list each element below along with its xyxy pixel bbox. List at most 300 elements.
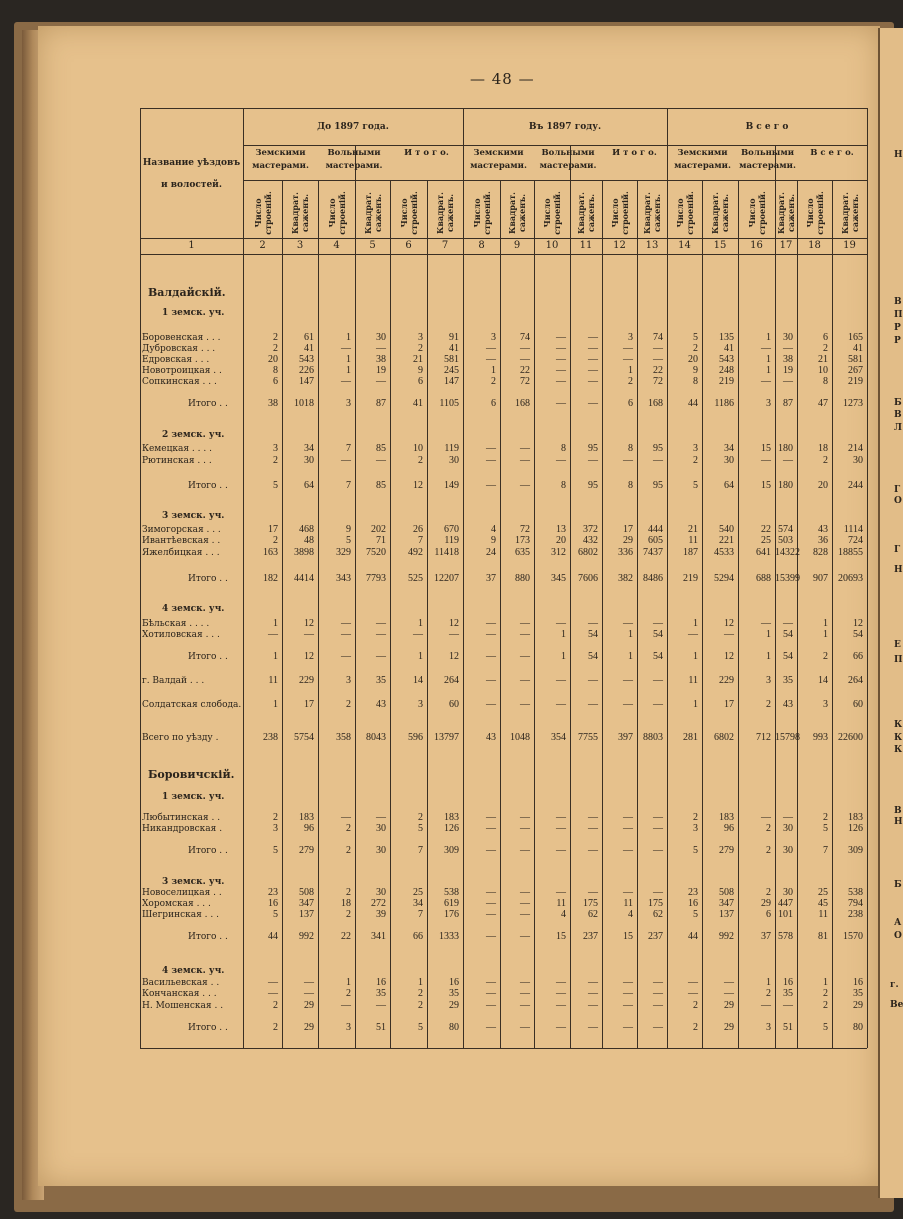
- table-cell: —: [486, 699, 496, 710]
- table-cell: 543: [719, 354, 734, 365]
- table-cell: 14: [818, 675, 828, 686]
- table-cell: —: [449, 629, 459, 640]
- table-cell: 267: [848, 365, 863, 376]
- table-cell: —: [486, 823, 496, 834]
- table-cell: 508: [719, 887, 734, 898]
- table-cell: —: [304, 629, 314, 640]
- table-cell: —: [653, 354, 663, 365]
- table-cell: 41: [449, 343, 459, 354]
- table-cell: 137: [299, 909, 314, 920]
- table-cell: 272: [371, 898, 386, 909]
- table-cell: 7437: [643, 547, 663, 558]
- table-cell: 880: [515, 573, 530, 584]
- table-cell: 9: [491, 535, 496, 546]
- table-cell: —: [520, 823, 530, 834]
- adjacent-page-char: К: [894, 733, 903, 743]
- table-cell: 5: [693, 480, 698, 491]
- table-cell: 175: [583, 898, 598, 909]
- table-cell: —: [724, 629, 734, 640]
- table-cell: 11: [623, 898, 633, 909]
- subgroup-header: мастерами.: [325, 161, 383, 171]
- table-cell: 175: [648, 898, 663, 909]
- table-cell: —: [588, 823, 598, 834]
- row-label: Хоромская . . .: [142, 899, 211, 909]
- subgroup-header: Земскими: [255, 148, 306, 158]
- adjacent-page-char: В: [894, 410, 902, 420]
- table-cell: 30: [783, 823, 793, 834]
- name-column-header-line-1: Название уѣздовъ: [142, 158, 241, 168]
- table-cell: —: [486, 977, 496, 988]
- table-cell: 619: [444, 898, 459, 909]
- table-cell: 2: [346, 988, 351, 999]
- adjacent-page-char: г.: [890, 980, 899, 990]
- table-cell: 35: [449, 988, 459, 999]
- adjacent-page-char: К: [894, 745, 903, 755]
- column-number: 17: [779, 240, 793, 251]
- adjacent-page-char: Г: [894, 485, 901, 495]
- table-cell: 168: [648, 398, 663, 409]
- row-label: Н. Мошенская . .: [142, 1001, 224, 1011]
- table-cell: 245: [444, 365, 459, 376]
- table-cell: 432: [583, 535, 598, 546]
- table-cell: 44: [688, 398, 698, 409]
- table-cell: 2: [823, 812, 828, 823]
- row-label: Бѣльская . . . .: [142, 619, 210, 629]
- table-cell: —: [520, 812, 530, 823]
- table-cell: 2: [273, 812, 278, 823]
- table-cell: 85: [376, 443, 386, 454]
- table-cell: 80: [853, 1022, 863, 1033]
- table-cell: 54: [783, 651, 793, 662]
- group-rule: [243, 145, 867, 146]
- table-cell: 187: [683, 547, 698, 558]
- subtotal-label: Итого . .: [188, 481, 228, 491]
- table-cell: —: [783, 618, 793, 629]
- adjacent-page-char: Г: [894, 545, 901, 555]
- table-cell: —: [486, 812, 496, 823]
- table-cell: 468: [299, 524, 314, 535]
- table-cell: 41: [724, 343, 734, 354]
- table-cell: 80: [449, 1022, 459, 1033]
- table-cell: —: [413, 629, 423, 640]
- table-cell: —: [486, 343, 496, 354]
- table-cell: 29: [304, 1022, 314, 1033]
- table-cell: 641: [756, 547, 771, 558]
- table-cell: 6: [491, 398, 496, 409]
- table-cell: —: [556, 365, 566, 376]
- table-cell: 43: [486, 732, 496, 743]
- table-cell: 183: [719, 812, 734, 823]
- table-cell: 16: [449, 977, 459, 988]
- table-cell: —: [268, 629, 278, 640]
- table-cell: 1: [628, 365, 633, 376]
- table-cell: 24: [486, 547, 496, 558]
- table-cell: —: [761, 1000, 771, 1011]
- table-cell: 1: [823, 977, 828, 988]
- adjacent-page-char: Н: [894, 817, 903, 827]
- table-cell: —: [341, 629, 351, 640]
- table-cell: 5: [823, 1022, 828, 1033]
- table-cell: 5: [418, 823, 423, 834]
- table-cell: 95: [588, 480, 598, 491]
- table-cell: —: [341, 376, 351, 387]
- subgroup-header: мастерами.: [470, 161, 527, 171]
- row-label: Новоселицкая . .: [142, 888, 222, 898]
- table-cell: 1: [418, 977, 423, 988]
- table-cell: 3: [346, 1022, 351, 1033]
- table-cell: 264: [848, 675, 863, 686]
- table-cell: —: [520, 931, 530, 942]
- table-cell: —: [588, 332, 598, 343]
- table-cell: 41: [304, 343, 314, 354]
- table-cell: 16: [853, 977, 863, 988]
- table-cell: 62: [588, 909, 598, 920]
- table-cell: 5: [273, 909, 278, 920]
- table-cell: 35: [853, 988, 863, 999]
- table-cell: —: [520, 455, 530, 466]
- table-cell: 54: [588, 629, 598, 640]
- table-cell: 358: [336, 732, 351, 743]
- table-cell: 2: [823, 1000, 828, 1011]
- table-cell: —: [486, 651, 496, 662]
- table-cell: —: [623, 618, 633, 629]
- table-cell: 214: [848, 443, 863, 454]
- table-cell: 1: [823, 629, 828, 640]
- table-cell: 18: [818, 443, 828, 454]
- table-cell: —: [486, 354, 496, 365]
- table-cell: 37: [761, 931, 771, 942]
- table-cell: 7: [418, 535, 423, 546]
- table-cell: 1: [418, 651, 423, 662]
- table-cell: 345: [551, 573, 566, 584]
- table-cell: 22600: [838, 732, 863, 743]
- table-cell: 1: [693, 618, 698, 629]
- table-cell: 11: [556, 898, 566, 909]
- table-cell: 3: [766, 398, 771, 409]
- table-cell: 7: [418, 909, 423, 920]
- table-cell: 61: [304, 332, 314, 343]
- table-cell: 1: [346, 365, 351, 376]
- table-cell: 64: [724, 480, 734, 491]
- table-cell: 343: [336, 573, 351, 584]
- table-cell: 8: [628, 480, 633, 491]
- table-cell: 3: [346, 675, 351, 686]
- table-cell: 30: [304, 455, 314, 466]
- table-cell: —: [376, 343, 386, 354]
- table-cell: 8: [561, 443, 566, 454]
- table-cell: 19: [376, 365, 386, 376]
- table-cell: 41: [413, 398, 423, 409]
- column-header: Число строеній.: [398, 191, 419, 235]
- table-cell: 183: [444, 812, 459, 823]
- table-cell: 96: [724, 823, 734, 834]
- table-cell: 1: [346, 354, 351, 365]
- table-cell: 309: [848, 845, 863, 856]
- table-cell: 165: [848, 332, 863, 343]
- row-label: Сопкинская . . .: [142, 377, 217, 387]
- table-cell: —: [520, 675, 530, 686]
- table-cell: 173: [515, 535, 530, 546]
- table-cell: 43: [783, 699, 793, 710]
- table-cell: —: [588, 988, 598, 999]
- table-cell: —: [556, 1000, 566, 1011]
- table-cell: —: [688, 977, 698, 988]
- table-cell: —: [376, 651, 386, 662]
- row-label: Любытинская . .: [142, 813, 221, 823]
- table-cell: —: [486, 988, 496, 999]
- table-cell: 16: [688, 898, 698, 909]
- table-cell: 6: [823, 332, 828, 343]
- adjacent-page-char: В: [894, 806, 902, 816]
- table-cell: —: [623, 977, 633, 988]
- subtotal-label: Итого . .: [188, 652, 228, 662]
- table-cell: 2: [766, 887, 771, 898]
- table-cell: 21: [688, 524, 698, 535]
- table-cell: 17: [304, 699, 314, 710]
- table-cell: 147: [299, 376, 314, 387]
- statistics-table: [140, 108, 867, 1048]
- table-cell: 540: [719, 524, 734, 535]
- table-cell: —: [556, 376, 566, 387]
- table-cell: 25: [818, 887, 828, 898]
- adjacent-page-char: О: [894, 496, 902, 506]
- table-cell: 596: [408, 732, 423, 743]
- table-cell: 11: [688, 535, 698, 546]
- column-number: 7: [441, 240, 449, 251]
- table-cell: 54: [653, 629, 663, 640]
- uchastok-heading: 1 земск. уч.: [162, 308, 225, 318]
- table-cell: —: [761, 618, 771, 629]
- column-header: Число строеній.: [804, 191, 825, 235]
- table-cell: —: [588, 1000, 598, 1011]
- table-cell: 11: [818, 909, 828, 920]
- table-cell: 176: [444, 909, 459, 920]
- table-cell: 1273: [843, 398, 863, 409]
- table-cell: 6802: [714, 732, 734, 743]
- column-header: Квадрат. саженъ.: [776, 192, 796, 234]
- table-cell: 15: [623, 931, 633, 942]
- table-cell: —: [653, 699, 663, 710]
- table-cell: 1114: [843, 524, 863, 535]
- table-cell: 1: [561, 629, 566, 640]
- table-cell: 354: [551, 732, 566, 743]
- subgroup-header: Вольными: [740, 148, 795, 158]
- table-cell: 3: [418, 332, 423, 343]
- table-cell: —: [520, 629, 530, 640]
- table-cell: 2: [823, 988, 828, 999]
- table-cell: 3898: [294, 547, 314, 558]
- table-cell: —: [783, 343, 793, 354]
- table-cell: —: [653, 988, 663, 999]
- table-cell: 1: [693, 699, 698, 710]
- table-cell: 279: [299, 845, 314, 856]
- row-label: Боровенская . . .: [142, 333, 221, 343]
- column-header: Число строеній.: [542, 191, 562, 235]
- table-cell: —: [376, 1000, 386, 1011]
- table-cell: 29: [304, 1000, 314, 1011]
- table-cell: 38: [376, 354, 386, 365]
- table-cell: 5: [418, 1022, 423, 1033]
- table-cell: 1: [273, 618, 278, 629]
- table-cell: 372: [583, 524, 598, 535]
- table-cell: 1: [273, 651, 278, 662]
- subtotal-label: Итого . .: [188, 846, 228, 856]
- table-cell: —: [623, 812, 633, 823]
- row-label: Кончанская . . .: [142, 989, 217, 999]
- table-cell: —: [623, 675, 633, 686]
- table-cell: 15: [761, 443, 771, 454]
- table-cell: 329: [336, 547, 351, 558]
- column-header: Число строеній.: [471, 191, 492, 235]
- column-number: 19: [843, 240, 856, 251]
- table-cell: 18: [341, 898, 351, 909]
- table-cell: 5: [823, 823, 828, 834]
- table-cell: —: [556, 1022, 566, 1033]
- table-cell: —: [588, 365, 598, 376]
- table-cell: —: [623, 887, 633, 898]
- table-cell: —: [376, 812, 386, 823]
- table-cell: —: [341, 343, 351, 354]
- table-cell: 37: [486, 573, 496, 584]
- table-cell: —: [341, 651, 351, 662]
- uchastok-heading: 2 земск. уч.: [162, 430, 225, 440]
- adjacent-page-char: Л: [894, 423, 902, 433]
- table-cell: 10: [413, 443, 423, 454]
- table-cell: —: [653, 823, 663, 834]
- table-cell: 30: [724, 455, 734, 466]
- table-cell: 54: [588, 651, 598, 662]
- table-cell: —: [520, 988, 530, 999]
- adjacent-page-char: П: [894, 310, 903, 320]
- table-cell: 279: [719, 845, 734, 856]
- table-cell: 1: [693, 651, 698, 662]
- table-cell: 25: [761, 535, 771, 546]
- table-cell: 14322: [775, 547, 800, 558]
- row-label: Новотроицкая . .: [142, 366, 222, 376]
- table-cell: 237: [583, 931, 598, 942]
- adjacent-page-char: Н: [894, 565, 903, 575]
- table-cell: 30: [376, 823, 386, 834]
- table-cell: 7755: [578, 732, 598, 743]
- table-cell: —: [486, 618, 496, 629]
- table-cell: 312: [551, 547, 566, 558]
- table-cell: —: [520, 343, 530, 354]
- table-cell: —: [556, 455, 566, 466]
- table-cell: 1: [766, 977, 771, 988]
- table-cell: —: [653, 845, 663, 856]
- column-header: Квадрат. саженъ.: [576, 192, 596, 234]
- table-cell: 1048: [510, 732, 530, 743]
- table-cell: 5: [693, 845, 698, 856]
- table-cell: 5: [693, 332, 698, 343]
- table-cell: 23: [688, 887, 698, 898]
- table-cell: 11: [268, 675, 278, 686]
- table-cell: —: [520, 845, 530, 856]
- table-cell: 15798: [775, 732, 800, 743]
- table-cell: 1: [491, 365, 496, 376]
- table-cell: 95: [653, 480, 663, 491]
- table-cell: —: [783, 1000, 793, 1011]
- table-cell: 15: [761, 480, 771, 491]
- column-header: Квадрат. саженъ.: [362, 192, 383, 234]
- table-cell: 492: [408, 547, 423, 558]
- table-cell: —: [761, 455, 771, 466]
- table-cell: 183: [299, 812, 314, 823]
- column-number: 1: [188, 240, 195, 251]
- adjacent-page-char: Н: [894, 150, 903, 160]
- table-cell: 29: [853, 1000, 863, 1011]
- table-cell: 3: [766, 1022, 771, 1033]
- table-cell: —: [520, 977, 530, 988]
- table-cell: 30: [853, 455, 863, 466]
- table-cell: 2: [346, 845, 351, 856]
- table-cell: —: [486, 845, 496, 856]
- adjacent-page-char: Б: [894, 398, 902, 408]
- row-label: Яжелбицкая . . .: [142, 548, 220, 558]
- table-cell: 16: [268, 898, 278, 909]
- group-header: До 1897 года.: [317, 122, 389, 132]
- table-cell: 1: [766, 332, 771, 343]
- table-cell: 30: [783, 887, 793, 898]
- table-cell: 147: [444, 376, 459, 387]
- table-cell: —: [623, 343, 633, 354]
- table-cell: 4533: [714, 547, 734, 558]
- table-cell: 38: [783, 354, 793, 365]
- table-cell: 2: [273, 535, 278, 546]
- table-cell: 22: [761, 524, 771, 535]
- table-cell: —: [588, 343, 598, 354]
- table-cell: 8: [693, 376, 698, 387]
- table-cell: 13: [556, 524, 566, 535]
- table-cell: 34: [724, 443, 734, 454]
- table-cell: 2: [273, 1022, 278, 1033]
- table-cell: 992: [299, 931, 314, 942]
- table-cell: —: [623, 354, 633, 365]
- table-cell: 62: [653, 909, 663, 920]
- table-cell: —: [588, 618, 598, 629]
- column-number: 9: [513, 240, 521, 251]
- table-cell: 1: [418, 618, 423, 629]
- table-cell: —: [520, 699, 530, 710]
- table-cell: 9: [346, 524, 351, 535]
- table-cell: 2: [823, 343, 828, 354]
- subgroup-header: Земскими: [677, 148, 728, 158]
- table-cell: 126: [444, 823, 459, 834]
- table-cell: 25: [413, 887, 423, 898]
- table-cell: —: [623, 1022, 633, 1033]
- table-cell: 712: [756, 732, 771, 743]
- table-cell: 2: [766, 845, 771, 856]
- uchastok-heading: 4 земск. уч.: [162, 604, 225, 614]
- table-cell: 13797: [434, 732, 459, 743]
- table-cell: 91: [449, 332, 459, 343]
- table-cell: 2: [273, 1000, 278, 1011]
- subgroup-header: мастерами.: [252, 161, 309, 171]
- table-cell: 202: [371, 524, 386, 535]
- row-label: Кемецкая . . . .: [142, 444, 212, 454]
- table-cell: 34: [304, 443, 314, 454]
- column-header: Число строеній.: [252, 191, 273, 235]
- table-cell: 26: [413, 524, 423, 535]
- table-cell: 35: [376, 988, 386, 999]
- table-cell: 12207: [434, 573, 459, 584]
- adjacent-page-char: Р: [894, 336, 901, 346]
- subgroup-header: И т о г о.: [612, 148, 657, 158]
- table-cell: 538: [848, 887, 863, 898]
- adjacent-page-char: К: [894, 720, 903, 730]
- table-cell: 3: [693, 443, 698, 454]
- column-header: Квадрат. саженъ.: [435, 192, 455, 234]
